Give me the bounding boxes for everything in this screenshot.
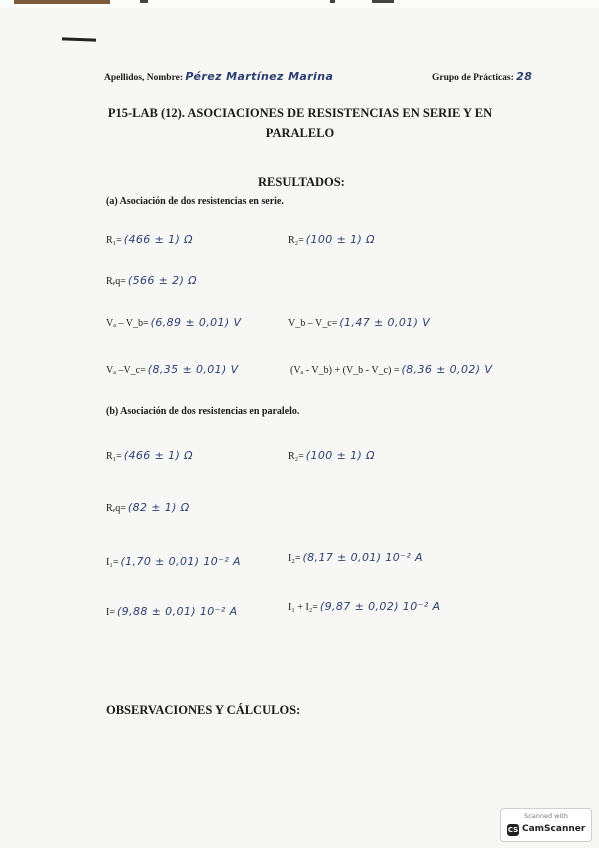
observations-heading: OBSERVACIONES Y CÁLCULOS: [106, 703, 301, 717]
paralelo-i1-label: I₁= [106, 557, 119, 568]
serie-vbc [288, 316, 430, 329]
paralelo-i-label: I= [106, 607, 115, 618]
serie-r2 [288, 233, 375, 246]
serie-req-label: Rₑq= [106, 276, 126, 287]
group-label: Grupo de Prácticas: [432, 73, 514, 83]
paralelo-isum-value: (9,87 ± 0,02) 10⁻² A [319, 600, 441, 613]
serie-sum-label: (Vₐ - V_b) + (V_b - V_c) = [290, 365, 400, 376]
scanner-name: CamScanner [522, 824, 586, 834]
serie-r2-label: R₂= [288, 235, 304, 246]
top-edge-mark [140, 0, 148, 3]
serie-sum [290, 363, 492, 376]
serie-vac-value: (8,35 ± 0,01) V [147, 363, 239, 376]
paralelo-req-label: Rₑq= [106, 503, 126, 514]
top-edge-mark [330, 0, 335, 3]
serie-r1-value: (466 ± 1) Ω [123, 233, 193, 246]
top-edge-mark [372, 0, 394, 3]
page-title-line2: PARALELO [265, 126, 335, 140]
serie-vab-value: (6,89 ± 0,01) V [150, 316, 242, 329]
paralelo-i2 [288, 551, 423, 564]
name-label: Apellidos, Nombre: [104, 73, 183, 83]
paralelo-i1 [106, 555, 241, 568]
paralelo-i-value: (9,88 ± 0,01) 10⁻² A [116, 605, 238, 618]
paralelo-r1-value: (466 ± 1) Ω [123, 449, 193, 462]
paralelo-heading: (b) Asociación de dos resistencias en paralelo. [106, 406, 300, 417]
serie-sum-value: (8,36 ± 0,02) V [401, 363, 493, 376]
serie-vbc-value: (1,47 ± 0,01) V [339, 316, 431, 329]
paralelo-isum [288, 600, 440, 613]
scanner-caption: Scanned with [524, 812, 568, 820]
name-value: Pérez Martínez Marina [185, 70, 334, 83]
top-edge-mark [14, 0, 110, 4]
pen-dash-mark [62, 37, 96, 41]
serie-vac-label: Vₐ –V_c= [106, 365, 146, 376]
serie-r1-label: R₁= [106, 235, 122, 246]
camscanner-icon: CS [507, 826, 519, 834]
paralelo-i2-label: I₂= [288, 553, 301, 564]
paralelo-r1-label: R₁= [106, 451, 122, 462]
page-title-line1: P15-LAB (12). ASOCIACIONES DE RESISTENCIAS EN SERIE Y EN [107, 106, 493, 120]
serie-heading: (a) Asociación de dos resistencias en serie. [106, 196, 284, 207]
serie-r2-value: (100 ± 1) Ω [305, 233, 375, 246]
results-heading: RESULTADOS: [258, 175, 345, 189]
serie-vab-label: Vₐ – V_b= [106, 318, 149, 329]
paralelo-r2 [288, 449, 375, 462]
paralelo-req-value: (82 ± 1) Ω [127, 501, 190, 514]
serie-vbc-label: V_b – V_c= [288, 318, 338, 329]
camscanner-watermark [500, 808, 592, 842]
serie-vab [106, 316, 241, 329]
serie-req [106, 274, 197, 287]
serie-vac [106, 363, 239, 376]
serie-r1 [106, 233, 193, 246]
paralelo-i1-value: (1,70 ± 0,01) 10⁻² A [120, 555, 241, 568]
paralelo-r1 [106, 449, 193, 462]
paralelo-isum-label: I₁ + I₂= [288, 602, 318, 613]
name-field [104, 70, 333, 83]
paralelo-r2-label: R₂= [288, 451, 304, 462]
group-field [432, 70, 532, 83]
paralelo-i2-value: (8,17 ± 0,01) 10⁻² A [302, 551, 423, 564]
paralelo-i [106, 605, 238, 618]
group-value: 28 [516, 70, 533, 83]
paralelo-req [106, 501, 190, 514]
serie-req-value: (566 ± 2) Ω [127, 274, 197, 287]
paralelo-r2-value: (100 ± 1) Ω [305, 449, 375, 462]
